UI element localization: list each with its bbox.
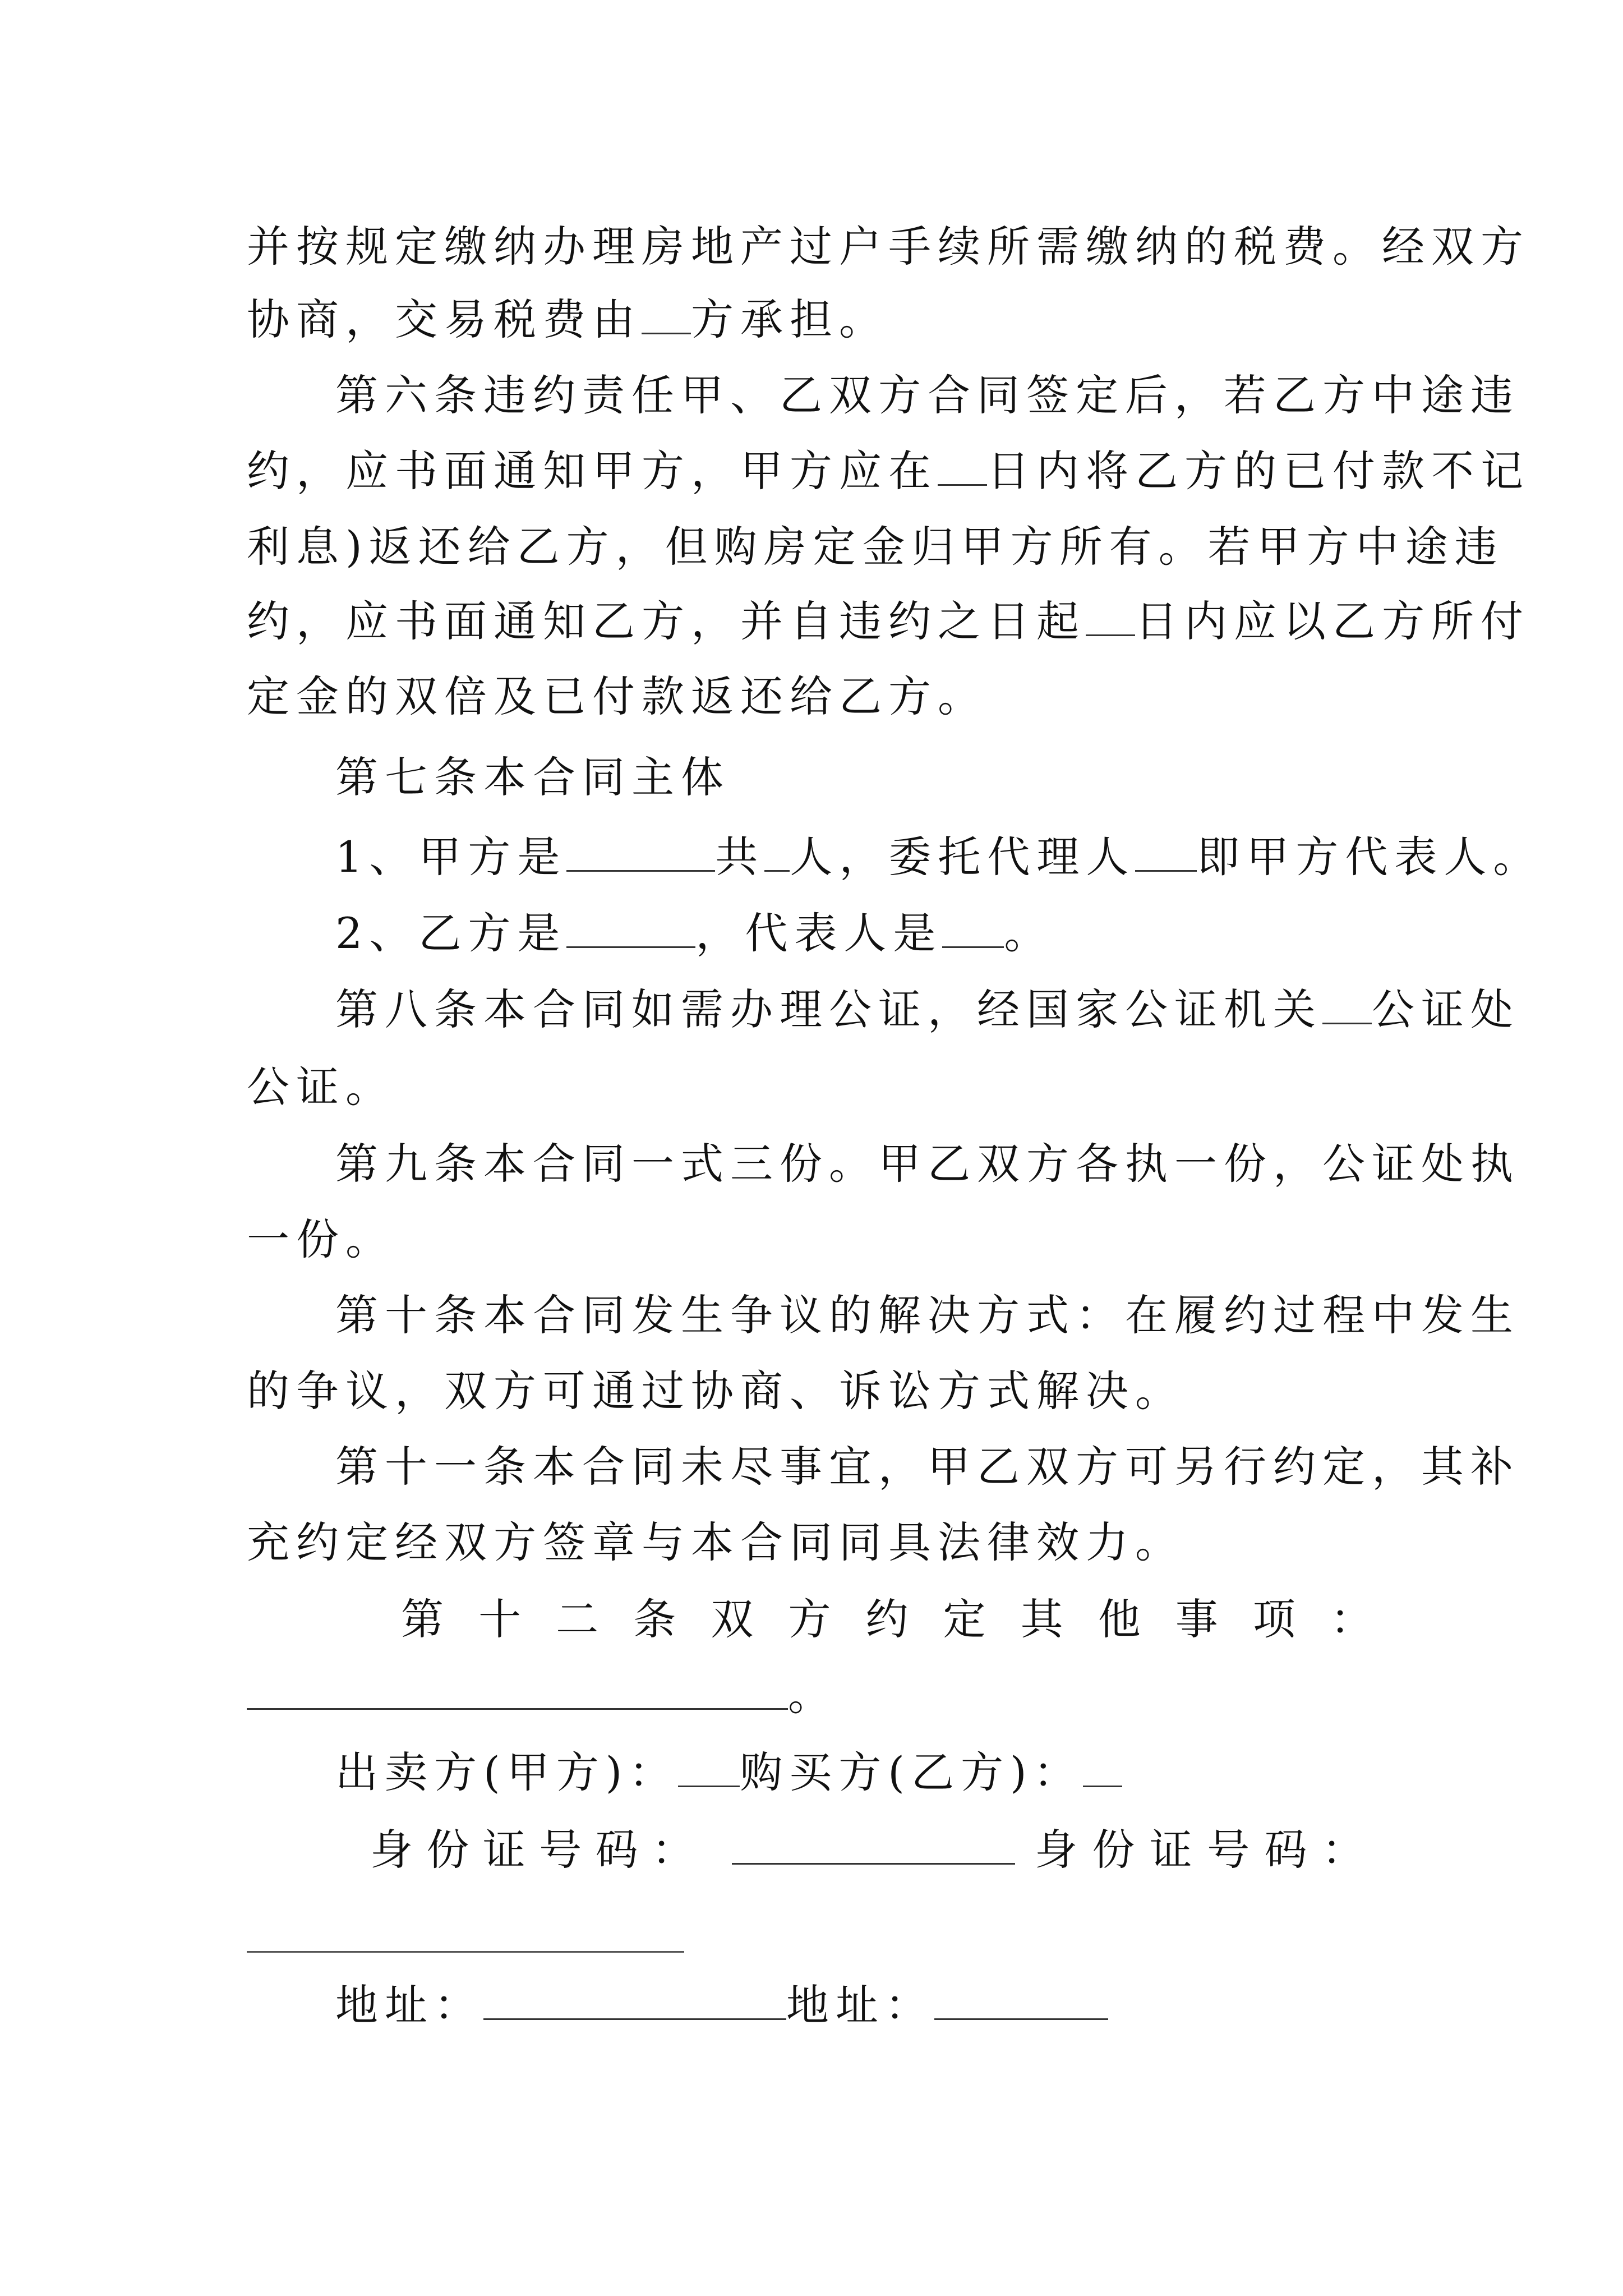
line-text: 。 (1004, 908, 1054, 958)
char: 事 (1175, 1594, 1225, 1644)
line-text: 充约定经双方签章与本合同同具法律效力。 (247, 1517, 1184, 1567)
line-text: 第七条本合同主体 (335, 752, 730, 802)
char: 号 (539, 1825, 589, 1875)
char: 约 (865, 1594, 915, 1644)
seller-label: 出卖方(甲方)： (335, 1747, 679, 1797)
char: 身 (370, 1825, 419, 1875)
char: 条 (633, 1594, 683, 1644)
char: 第 (401, 1594, 450, 1644)
line-text: 协商，交易税费由 (247, 295, 642, 344)
text-line (335, 982, 1520, 1038)
fill-blank (1322, 988, 1372, 1024)
text-line (335, 829, 1543, 885)
line-text: 1、甲方是 (335, 832, 567, 882)
line-text: 共 (715, 832, 765, 882)
fill-blank (566, 912, 695, 948)
char: 号 (1207, 1825, 1257, 1875)
char: 份 (1092, 1825, 1142, 1875)
text-line (247, 1212, 1380, 1268)
line-text: 第十条本合同发生争议的解决方式：在履约过程中发生 (335, 1290, 1520, 1340)
fill-blank (732, 1828, 1015, 1865)
char: 他 (1098, 1594, 1147, 1644)
fill-blank (1135, 835, 1197, 872)
line-text: 方承担。 (691, 295, 888, 344)
line-text: 日内将乙方的已付款不记 (987, 446, 1530, 496)
line-text: 日内应以乙方所付 (1135, 596, 1530, 646)
char: ： (1321, 1825, 1371, 1875)
text-line (335, 1136, 1520, 1192)
text-line (335, 905, 1380, 961)
char: 身 (1035, 1825, 1084, 1875)
text-line (247, 443, 1530, 499)
char: 码 (595, 1825, 645, 1875)
fill-blank (938, 449, 987, 486)
char: 方 (788, 1594, 838, 1644)
fill-blank (934, 1984, 1108, 2020)
text-line (247, 593, 1530, 650)
signature-line (335, 1745, 1380, 1801)
fill-blank (678, 1751, 740, 1787)
fill-blank (764, 835, 790, 872)
text-line (335, 1439, 1520, 1495)
line-text: 人，委托代理人 (790, 832, 1136, 882)
text-line (335, 367, 1520, 424)
buyer-label: 购买方(乙方)： (740, 1747, 1083, 1797)
line-text: 利息)返还给乙方，但购房定金归甲方所有。若甲方中途违 (247, 522, 1504, 572)
char: 定 (943, 1594, 993, 1644)
text-line (247, 1515, 1380, 1571)
fill-blank (483, 1984, 786, 2020)
fill-blank (942, 912, 1004, 948)
line-text: ，代表人是 (695, 908, 943, 958)
char: 双 (711, 1594, 760, 1644)
line-text: 公证。 (247, 1062, 395, 1112)
line-text: 第六条违约责任甲、乙双方合同签定后，若乙方中途违 (335, 370, 1520, 420)
char: ： (651, 1825, 701, 1875)
fill-blank (1083, 1751, 1122, 1787)
line-text: 。 (788, 1670, 837, 1720)
line-text: 即甲方代表人。 (1197, 832, 1543, 882)
text-line (335, 1287, 1520, 1343)
fill-blank (566, 835, 715, 872)
address-label-seller: 地址： (335, 1980, 483, 2030)
line-text: 定金的双倍及已付款返还给乙方。 (247, 671, 987, 721)
text-line (247, 1667, 1380, 1723)
text-line (247, 1059, 1380, 1115)
char: 其 (1020, 1594, 1070, 1644)
line-text: 一份。 (247, 1214, 395, 1264)
line-text: 公证处 (1372, 984, 1520, 1034)
fill-blank (247, 1673, 788, 1710)
section-heading (335, 749, 1380, 806)
text-line (247, 669, 1380, 725)
fill-blank (642, 298, 691, 334)
id-label-seller (370, 1822, 701, 1878)
char: 二 (556, 1594, 606, 1644)
section-heading-justified (401, 1591, 1380, 1648)
line-text: 第十一条本合同未尽事宜，甲乙双方可另行约定，其补 (335, 1442, 1520, 1492)
fill-blank (1086, 600, 1135, 636)
char: 份 (426, 1825, 476, 1875)
line-text: 约，应书面通知甲方，甲方应在 (247, 446, 938, 496)
line-text: 约，应书面通知乙方，并自违约之日起 (247, 596, 1086, 646)
text-line (247, 219, 1530, 275)
line-text: 第九条本合同一式三份。甲乙双方各执一份，公证处执 (335, 1139, 1520, 1189)
text-line (247, 1363, 1380, 1419)
char: 十 (478, 1594, 528, 1644)
char: 证 (1149, 1825, 1199, 1875)
char: 项 (1252, 1594, 1302, 1644)
id-label-buyer (1035, 1822, 1371, 1878)
char: 码 (1264, 1825, 1314, 1875)
line-text: 的争议，双方可通过协商、诉讼方式解决。 (247, 1366, 1184, 1416)
line-text: 第八条本合同如需办理公证，经国家公证机关 (335, 984, 1322, 1034)
fill-blank (247, 1951, 684, 1953)
address-line (335, 1977, 1380, 2033)
line-text: 2、乙方是 (335, 908, 567, 958)
address-label-buyer: 地址： (786, 1980, 934, 2030)
line-text: 并按规定缴纳办理房地产过户手续所需缴纳的税费。经双方 (247, 222, 1530, 272)
char: 证 (482, 1825, 532, 1875)
text-line (247, 519, 1504, 575)
char: ： (1330, 1594, 1380, 1644)
id-number-line (370, 1822, 1380, 1878)
text-line (247, 292, 1380, 348)
